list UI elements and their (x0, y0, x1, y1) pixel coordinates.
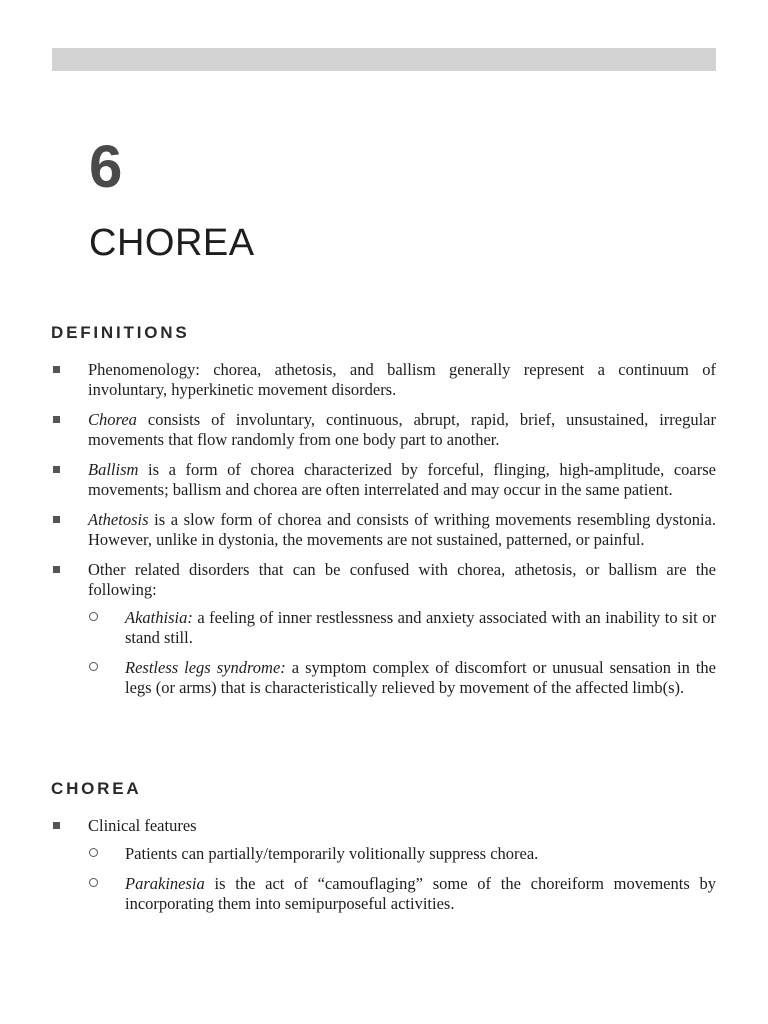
item-text: consists of involuntary, continuous, abrupt, rapid, brief, unsustained, irregular movements that flow randomly from one body part to another. (88, 410, 716, 449)
item-text: Phenomenology: chorea, athetosis, and ballism generally represent a continuum of involuntary, hyperkinetic movement disorders. (88, 360, 716, 399)
item-lead: Ballism (88, 460, 139, 479)
definitions-list (51, 360, 716, 708)
chapter-number: 6 (89, 133, 123, 200)
list-item (51, 816, 716, 914)
chorea-list (51, 816, 716, 924)
list-item (51, 360, 716, 400)
sub-item-text: Patients can partially/temporarily volitionally suppress chorea. (125, 844, 539, 863)
list-item (51, 510, 716, 550)
bullet-circle-icon (89, 878, 98, 887)
bullet-square-icon (53, 516, 60, 523)
list-item (51, 410, 716, 450)
list-item (51, 560, 716, 698)
sub-item-lead: Akathisia: (125, 608, 193, 627)
bullet-square-icon (53, 466, 60, 473)
bullet-circle-icon (89, 662, 98, 671)
sub-list-item (88, 608, 716, 648)
bullet-circle-icon (89, 848, 98, 857)
sub-item-text: a feeling of inner restlessness and anxiety associated with an inability to sit or stand still. (125, 608, 716, 647)
sub-item-text: is the act of “camouflaging” some of the choreiform movements by incorporating them into semipurposeful activities. (125, 874, 716, 913)
sub-list-item (88, 658, 716, 698)
sub-item-lead: Restless legs syndrome: (125, 658, 286, 677)
item-text: is a form of chorea characterized by forceful, flinging, high-amplitude, coarse movements; ballism and chorea are often interrelated and may occur in the same patient. (88, 460, 716, 499)
item-lead: Athetosis (88, 510, 149, 529)
header-bar (52, 48, 716, 71)
item-text: is a slow form of chorea and consists of writhing movements resembling dystonia. However, unlike in dystonia, the movements are not sustained, patterned, or painful. (88, 510, 716, 549)
section-heading-definitions: DEFINITIONS (51, 323, 190, 342)
item-text: Clinical features (88, 816, 197, 835)
chapter-title: CHOREA (89, 222, 255, 264)
sub-list-item (88, 874, 716, 914)
sub-list (88, 608, 716, 698)
sub-item-text: a symptom complex of discomfort or unusual sensation in the legs (or arms) that is characteristically relieved by movement of the affected limb(s). (125, 658, 716, 697)
bullet-circle-icon (89, 612, 98, 621)
sub-item-lead: Parakinesia (125, 874, 205, 893)
bullet-square-icon (53, 566, 60, 573)
bullet-square-icon (53, 366, 60, 373)
sub-list-item (88, 844, 716, 864)
sub-list (88, 844, 716, 914)
item-lead: Chorea (88, 410, 137, 429)
bullet-square-icon (53, 416, 60, 423)
list-item (51, 460, 716, 500)
item-text: Other related disorders that can be confused with chorea, athetosis, or ballism are the following: (88, 560, 716, 599)
section-heading-chorea: CHOREA (51, 779, 142, 798)
bullet-square-icon (53, 822, 60, 829)
